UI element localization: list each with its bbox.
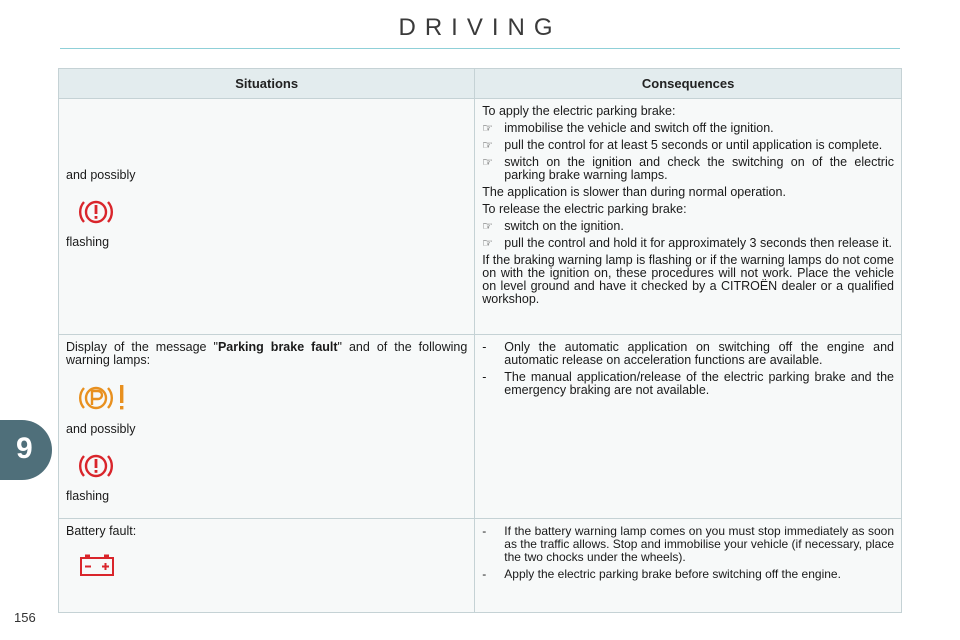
situation-cell <box>59 519 475 613</box>
dash-marker: - <box>482 567 487 581</box>
bullet-marker: ☞ <box>482 219 494 233</box>
brake-warning-icon <box>76 196 116 228</box>
list-item: ☞ pull the control for at least 5 seconds or until application is complete. <box>482 138 883 152</box>
list-item: ☞ switch on the ignition. <box>482 219 624 233</box>
release-intro: To release the electric parking brake: <box>482 202 687 216</box>
list-item: - If the battery warning lamp comes on you must stop immediately as soon as the traffic allows. Stop and immobilise your vehicle (if necessary, place the two chocks under the wheels). <box>482 524 895 564</box>
table-header-row <box>59 69 902 99</box>
header-consequences: Consequences <box>475 69 902 99</box>
page-title: DRIVING <box>398 14 562 41</box>
flashing-text: flashing <box>66 235 110 249</box>
table-row <box>59 99 902 335</box>
dash-marker: - <box>482 524 487 538</box>
table-row <box>59 519 902 613</box>
chapter-tab <box>0 420 52 480</box>
consequence-cell <box>475 519 902 613</box>
bullet-marker: ☞ <box>482 121 494 135</box>
dash-marker: - <box>482 370 487 384</box>
brake-warning-icon <box>76 450 116 482</box>
battery-icon <box>78 552 118 578</box>
warning-note: If the braking warning lamp is flashing or if the warning lamps do not come on with the ignition on, these procedures will not work. Place the vehicle on level ground and have it checked by a CITROËN dealer or a qualified workshop. <box>482 253 894 306</box>
page-number: 156 <box>14 610 36 625</box>
flashing-text: flashing <box>66 489 110 503</box>
fault-message-text: Display of the message "Parking brake fault" and of the following warning lamps: <box>66 340 468 367</box>
list-item: ☞ pull the control and hold it for approximately 3 seconds then release it. <box>482 236 893 250</box>
title-divider <box>60 48 900 49</box>
list-item: - The manual application/release of the electric parking brake and the emergency braking are not available. <box>482 370 894 397</box>
consequence-cell <box>475 99 902 335</box>
bullet-marker: ☞ <box>482 155 494 169</box>
list-item: ☞ immobilise the vehicle and switch off the ignition. <box>482 121 774 135</box>
and-possibly-text: and possibly <box>66 168 136 182</box>
table-row <box>59 335 902 519</box>
fault-message: Parking brake fault <box>217 340 338 354</box>
dash-marker: - <box>482 340 487 354</box>
consequence-cell <box>475 335 902 519</box>
situation-cell <box>59 99 475 335</box>
header-situations: Situations <box>59 69 475 99</box>
chapter-number: 9 <box>16 432 33 465</box>
list-item: - Only the automatic application on switching off the engine and automatic release on acceleration functions are available. <box>482 340 894 367</box>
bullet-marker: ☞ <box>482 236 494 250</box>
bullet-marker: ☞ <box>482 138 494 152</box>
list-item: - Apply the electric parking brake before switching off the engine. <box>482 567 841 581</box>
and-possibly-text: and possibly <box>66 422 136 436</box>
battery-fault-text: Battery fault: <box>66 524 137 538</box>
apply-intro: To apply the electric parking brake: <box>482 104 676 118</box>
parking-brake-fault-icon <box>76 381 146 415</box>
warnings-table <box>58 68 902 613</box>
list-item: ☞ switch on the ignition and check the switching on of the electric parking brake warning lamps. <box>482 155 894 182</box>
situation-cell <box>59 335 475 519</box>
slower-note: The application is slower than during normal operation. <box>482 185 786 199</box>
